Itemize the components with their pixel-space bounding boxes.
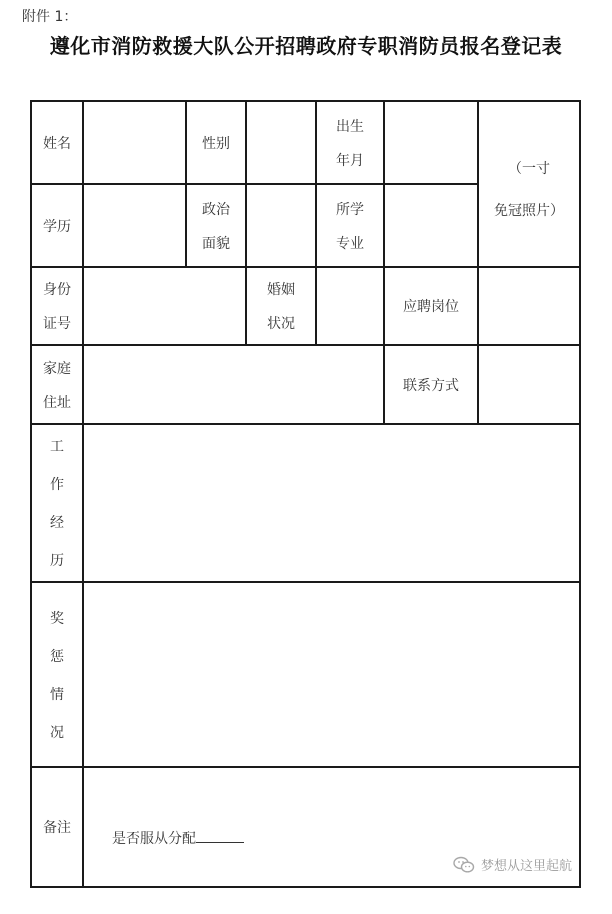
contact-field[interactable] [479,346,579,423]
id-field[interactable] [84,268,245,344]
rule-row6 [30,766,581,768]
education-field[interactable] [84,185,185,266]
birth-field[interactable] [385,102,477,183]
address-field[interactable] [84,346,383,423]
name-label: 姓名 [43,135,71,152]
education-label: 学历 [43,218,71,235]
birth-label: 出生 年月 [336,118,364,169]
position-field[interactable] [479,268,579,344]
marital-field[interactable] [317,268,383,344]
rule-right [579,100,581,888]
registration-form [30,100,581,888]
work-experience-label: 工 作 经 历 [50,439,64,569]
marital-label: 婚姻 状况 [267,282,295,332]
address-label: 家庭 住址 [43,360,71,411]
watermark-text: 梦想从这里起航 [481,859,573,874]
photo-box[interactable]: （一寸 免冠照片） [494,161,564,219]
document-title: 遵化市消防救援大队公开招聘政府专职消防员报名登记表 [49,34,563,58]
attachment-label: 附件 1： [22,9,78,25]
political-field[interactable] [247,185,315,266]
gender-label: 性别 [202,135,230,152]
awards-label: 奖 惩 情 况 [50,610,64,741]
remarks-label: 备注 [43,820,71,836]
assignment-text: 是否服从分配 [112,831,196,847]
wechat-icon [453,856,475,874]
id-label: 身份 证号 [43,282,71,332]
assignment-blank[interactable] [196,829,244,843]
awards-field[interactable] [84,583,579,766]
political-label: 政治 面貌 [202,201,230,252]
rule-bottom [30,886,581,888]
contact-label: 联系方式 [403,377,459,394]
work-experience-field[interactable] [84,425,579,581]
major-label: 所学 专业 [336,201,364,252]
position-label: 应聘岗位 [403,299,459,315]
assignment-question [112,828,244,848]
major-field[interactable] [385,185,477,266]
gender-field[interactable] [247,102,315,183]
watermark [453,855,572,874]
name-field[interactable] [84,102,185,183]
